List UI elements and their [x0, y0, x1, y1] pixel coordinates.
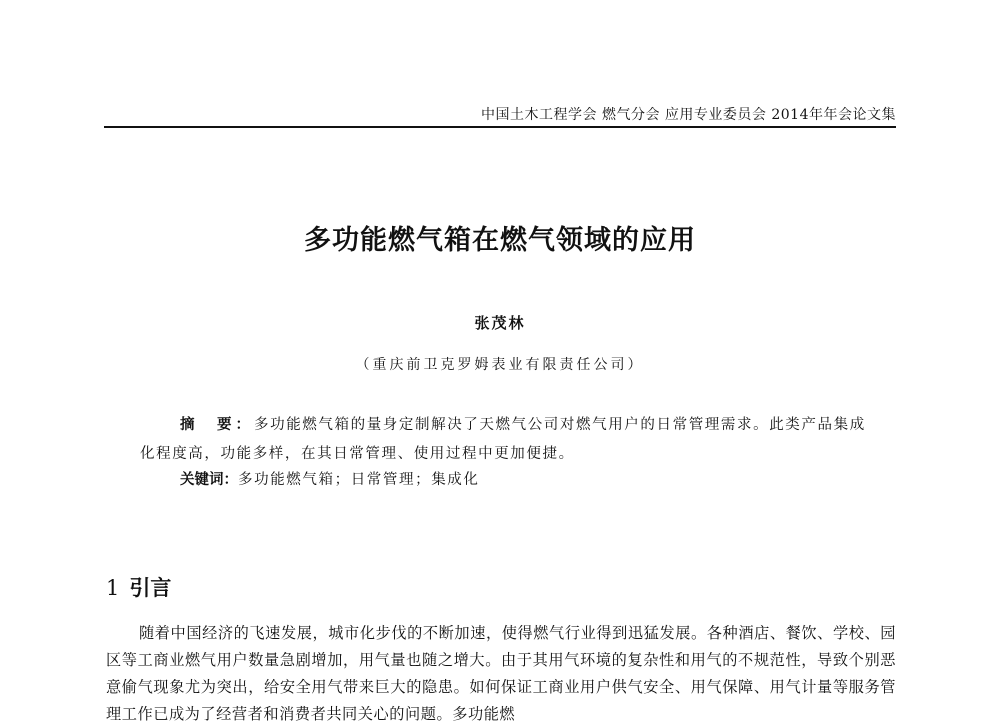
abstract-text: 多功能燃气箱的量身定制解决了天燃气公司对燃气用户的日常管理需求。此类产品集成化程度高，功能多样，在其日常管理、使用过程中更加便捷。: [140, 417, 866, 462]
abstract-label: 摘 要：: [180, 416, 254, 433]
section-heading: [106, 572, 171, 602]
section-number: 1: [106, 576, 120, 600]
abstract: [140, 410, 880, 469]
paper-title: 多功能燃气箱在燃气领域的应用: [304, 225, 696, 256]
running-header: 中国土木工程学会 燃气分会 应用专业委员会 2014年年会论文集: [481, 107, 896, 123]
body-paragraph: 随着中国经济的飞速发展，城市化步伐的不断加速，使得燃气行业得到迅猛发展。各种酒店、餐饮、学校、园区等工商业燃气用户数量急剧增加，用气量也随之增大。由于其用气环境的复杂性和用气的不规范性，导致个别恶意偷气现象尤为突出，给安全用气带来巨大的隐患。如何保证工商业用户供气安全、用气保障、用气计量等服务管理工作已成为了经营者和消费者共同关心的问题。多功能燃: [106, 624, 896, 723]
section-title: 引言: [129, 575, 172, 600]
keywords-text: 多功能燃气箱；日常管理；集成化: [238, 472, 480, 488]
author-affiliation: （重庆前卫克罗姆表业有限责任公司）: [355, 357, 645, 373]
header-rule: [104, 126, 896, 128]
author-name: 张茂林: [474, 314, 526, 332]
keywords-label: 关键词：: [180, 471, 238, 488]
keywords: [180, 468, 480, 489]
